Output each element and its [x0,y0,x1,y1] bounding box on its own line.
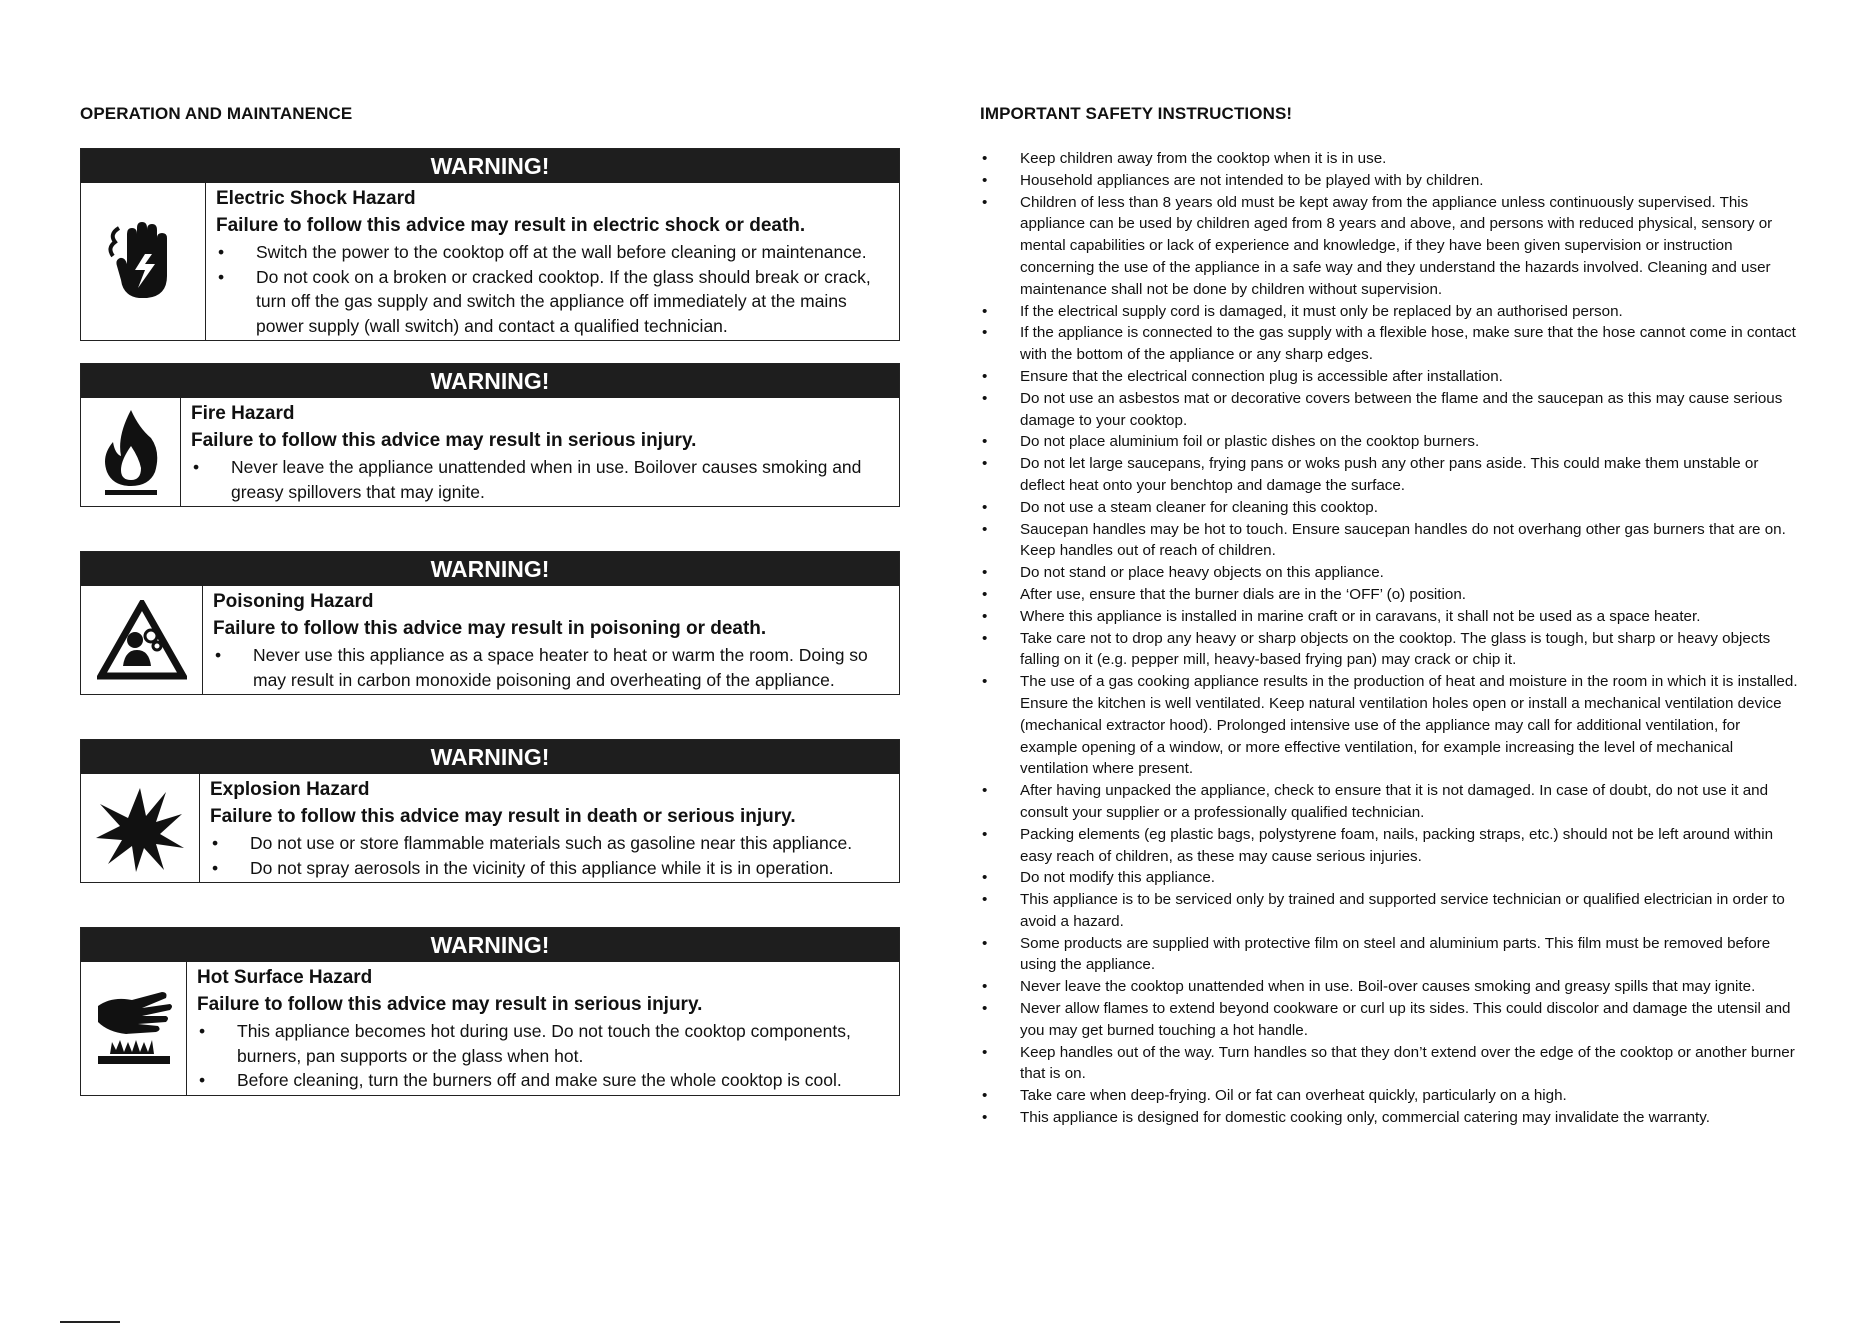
list-item: • Do not place aluminium foil or plastic dishes on the cooktop burners. [980,431,1800,453]
list-item: • If the appliance is connected to the gas supply with a flexible hose, make sure that the hose cannot come in contact with the bottom of the appliance or any sharp edges. [980,322,1800,366]
hazard-title: Hot Surface Hazard [197,967,373,988]
warning-box-explosion [80,739,900,883]
list-item: • Saucepan handles may be hot to touch. Ensure saucepan handles do not overhang other gas burners that are on. Keep handles out of reach of children. [980,519,1800,563]
hazard-title: Electric Shock Hazard [216,188,416,209]
warning-box-hot-surface [80,927,900,1096]
warning-banner: WARNING! [81,364,899,398]
hazard-bullet: • Do not cook on a broken or cracked cooktop. If the glass should break or crack, turn off the gas supply and switch the appliance off immediately at the mains power supply (wall switch) and contact a qualified technician. [216,265,889,339]
hazard-consequence: Failure to follow this advice may result in death or serious injury. [210,806,796,827]
list-item: • Ensure that the electrical connection plug is accessible after installation. [980,366,1800,388]
list-item: • Household appliances are not intended to be played with by children. [980,170,1800,192]
hazard-bullet: • Do not use or store flammable materials such as gasoline near this appliance. [210,831,889,856]
safety-heading: IMPORTANT SAFETY INSTRUCTIONS! [980,104,1293,123]
list-item: • The use of a gas cooking appliance results in the production of heat and moisture in the room in which it is installed. Ensure the kitchen is well ventilated. Keep natural ventilation holes open or install a mechanical ventilation device (mechanical extractor hood). Prolonged intensive use of the appliance may call for additional ventilation, for example opening of a window, or more effective ventilation, for example increasing the level of mechanical ventilation where present. [980,671,1800,780]
safety-instructions-list [980,148,1800,1129]
hazard-bullet: • Never leave the appliance unattended when in use. Boilover causes smoking and greasy spillovers that may ignite. [191,455,889,504]
hazard-title: Fire Hazard [191,403,295,424]
hazard-consequence: Failure to follow this advice may result in poisoning or death. [213,618,767,639]
list-item: • Do not let large saucepans, frying pans or woks push any other pans aside. This could make them unstable or deflect heat onto your benchtop and damage the surface. [980,453,1800,497]
hazard-title: Poisoning Hazard [213,591,374,612]
operation-heading: OPERATION AND MAINTANENCE [80,104,353,123]
list-item: • Take care not to drop any heavy or sharp objects on the cooktop. The glass is tough, but sharp or heavy objects falling on it (e.g. pepper mill, heavy-based frying pan) may crack or chip it. [980,628,1800,672]
footer-rule [60,1321,120,1323]
fire-icon [81,398,181,506]
hot-surface-icon [81,962,187,1095]
hazard-bullet: • Before cleaning, turn the burners off and make sure the whole cooktop is cool. [197,1068,889,1093]
right-column [980,104,1800,1129]
list-item: • Where this appliance is installed in marine craft or in caravans, it shall not be used as a space heater. [980,606,1800,628]
warning-box-fire [80,363,900,507]
list-item: • Never leave the cooktop unattended when in use. Boil-over causes smoking and greasy spills that may ignite. [980,976,1800,998]
explosion-icon [81,774,200,882]
warning-box-electric-shock [80,148,900,341]
left-column [80,104,900,1118]
warning-banner: WARNING! [81,740,899,774]
list-item: • Do not use a steam cleaner for cleaning this cooktop. [980,497,1800,519]
warning-banner: WARNING! [81,928,899,962]
list-item: • Some products are supplied with protective film on steel and aluminium parts. This film must be removed before using the appliance. [980,933,1800,977]
list-item: • Do not stand or place heavy objects on this appliance. [980,562,1800,584]
hazard-consequence: Failure to follow this advice may result in serious injury. [197,994,703,1015]
list-item: • Do not use an asbestos mat or decorative covers between the flame and the saucepan as this may cause serious damage to your cooktop. [980,388,1800,432]
list-item: • Children of less than 8 years old must be kept away from the appliance unless continuously supervised. This appliance can be used by children aged from 8 years and above, and persons with reduced physical, sensory or mental capabilities or lack of experience and knowledge, if they have been given supervision or instruction concerning the use of the appliance in a safe way and they understand the hazards involved. Cleaning and user maintenance shall not be done by children without supervision. [980,192,1800,301]
list-item: • If the electrical supply cord is damaged, it must only be replaced by an authorised person. [980,301,1800,323]
hazard-bullet: • This appliance becomes hot during use. Do not touch the cooktop components, burners, pan supports or the glass when hot. [197,1019,889,1068]
poison-gas-icon [81,586,203,694]
list-item: • This appliance is to be serviced only by trained and supported service technician or qualified electrician in order to avoid a hazard. [980,889,1800,933]
list-item: • Keep handles out of the way. Turn handles so that they don’t extend over the edge of the cooktop or another burner that is on. [980,1042,1800,1086]
list-item: • This appliance is designed for domestic cooking only, commercial catering may invalidate the warranty. [980,1107,1800,1129]
list-item: • Take care when deep-frying. Oil or fat can overheat quickly, particularly on a high. [980,1085,1800,1107]
warning-box-poisoning [80,551,900,695]
list-item: • Do not modify this appliance. [980,867,1800,889]
hazard-bullet: • Never use this appliance as a space heater to heat or warm the room. Doing so may result in carbon monoxide poisoning and overheating of the appliance. [213,643,889,692]
list-item: • After use, ensure that the burner dials are in the ‘OFF’ (o) position. [980,584,1800,606]
hazard-bullet: • Switch the power to the cooktop off at the wall before cleaning or maintenance. [216,240,889,265]
hazard-consequence: Failure to follow this advice may result in electric shock or death. [216,215,806,236]
list-item: • Packing elements (eg plastic bags, polystyrene foam, nails, packing straps, etc.) should not be left around within easy reach of children, as these may cause serious injuries. [980,824,1800,868]
list-item: • Keep children away from the cooktop when it is in use. [980,148,1800,170]
hazard-consequence: Failure to follow this advice may result in serious injury. [191,430,697,451]
list-item: • Never allow flames to extend beyond cookware or curl up its sides. This could discolor and damage the utensil and you may get burned touching a hot handle. [980,998,1800,1042]
hazard-title: Explosion Hazard [210,779,370,800]
warning-banner: WARNING! [81,149,899,183]
list-item: • After having unpacked the appliance, check to ensure that it is not damaged. In case of doubt, do not use it and consult your supplier or a professionally qualified technician. [980,780,1800,824]
hazard-bullet: • Do not spray aerosols in the vicinity of this appliance while it is in operation. [210,856,889,881]
warning-banner: WARNING! [81,552,899,586]
electric-shock-icon [81,183,206,340]
